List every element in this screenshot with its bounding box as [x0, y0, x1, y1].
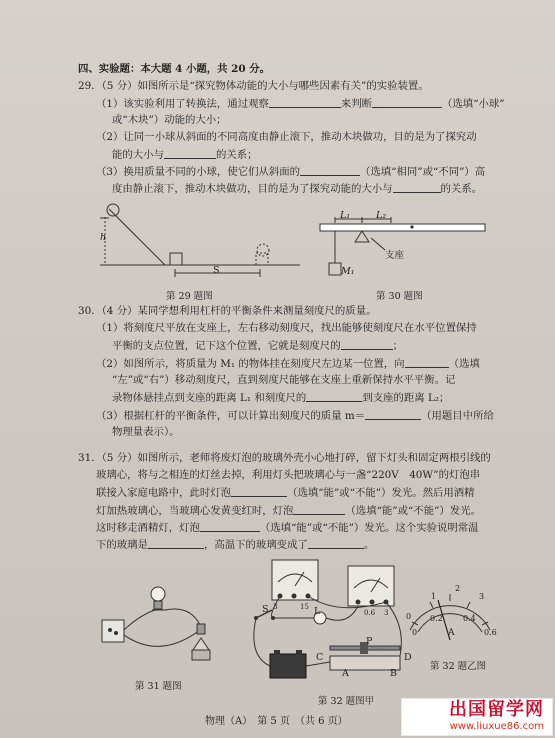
ammeter1-tick-15: 15 [300, 603, 309, 611]
answer-blank[interactable] [365, 408, 421, 420]
answer-blank[interactable] [372, 96, 442, 108]
watermark-url[interactable]: www.liuxue86.com [449, 721, 544, 732]
fig31-caption: 第 31 题图 [135, 681, 182, 692]
q29-line1: （1）该实验利用了转换法，通过观察 来判断 （选填“小球” [96, 98, 505, 110]
answer-blank[interactable] [341, 338, 393, 350]
answer-blank[interactable] [293, 503, 345, 515]
q30-line3b: 物理量表示）。 [112, 426, 180, 438]
answer-blank[interactable] [164, 147, 216, 159]
fig29-s-label: S [213, 265, 220, 276]
figure-32a-circuit [248, 556, 408, 691]
meter-unit: A [448, 628, 455, 638]
q30-line2c: 录物体悬挂点到支座的距离 L₁ 和刻度尺的 到支座的距离 L₂； [112, 392, 450, 404]
label-c: C [316, 652, 324, 663]
ammeter1-tick-3: 3 [273, 603, 278, 611]
q29-line2: （2）让同一小球从斜面的不同高度由静止滚下，推动木块做功，目的是为了探究动 [96, 131, 477, 143]
label-l: L [314, 606, 321, 617]
fig30-caption: 第 30 题图 [376, 291, 423, 302]
q31-line1: 31．（5 分）如图所示，老师将废灯泡的玻璃外壳小心地打碎，留下灯头和固定两根引线的 [78, 452, 491, 464]
answer-blank[interactable] [269, 96, 341, 108]
watermark-box [401, 698, 553, 736]
meter-tick-bottom-04: 0.4 [463, 614, 476, 623]
q31-line3: 联接入家庭电路中，此时灯泡 （选填“能”或“不能”）发光。然后用酒精 [96, 487, 475, 499]
figure-29-ramp [95, 203, 305, 283]
q30-line1: （1）将刻度尺平放在支座上，左右移动刻度尺，找出能够使刻度尺在水平位置保持 [96, 322, 477, 334]
fig32b-caption: 第 32 题乙图 [430, 661, 487, 672]
q29-line3b: 度由静止滚下，推动木块做功，目的是为了探究动能的大小与 的关系。 [112, 183, 483, 195]
page-footer: 物理（A） 第 5 页 （共 6 页） [205, 716, 348, 727]
answer-blank[interactable] [300, 164, 360, 176]
q31-line4: 灯加热玻璃心，当玻璃心发黄变红时，灯泡 （选填“能”或“不能”）发光。 [96, 505, 481, 517]
q30-line3: （3）根据杠杆的平衡条件，可以计算出刻度尺的质量 m＝ （用题目中所给 [96, 410, 494, 422]
q29-line2b: 能的大小与 的关系； [112, 149, 258, 161]
answer-blank[interactable] [200, 520, 260, 532]
ammeter2-tick-3: 3 [384, 609, 389, 617]
fig29-h-label: h [100, 232, 107, 243]
q29-line1b: 或“木块”）动能的大小； [112, 114, 227, 126]
fig30-l2: L₂ [376, 210, 387, 221]
meter-tick-top-1: 1 [431, 592, 437, 601]
figure-31-circuit [100, 580, 240, 675]
meter-tick-bottom-06: 0.6 [484, 628, 497, 637]
meter-tick-bottom-02: 0.2 [430, 614, 443, 623]
fig30-l1: L₁ [340, 210, 351, 221]
q30-line2: （2）如图所示，将质量为 M₁ 的物体挂在刻度尺左边某一位置，向 （选填 [96, 358, 480, 370]
q31-line6: 下的玻璃是 ，高温下的玻璃变成了 。 [96, 539, 375, 551]
answer-blank[interactable] [405, 356, 449, 368]
meter-zero: 0 [406, 612, 412, 621]
meter-tick-bottom-0: 0 [412, 628, 418, 637]
label-p: P [366, 636, 373, 647]
meter-tick-top-2: 2 [455, 584, 461, 593]
answer-blank[interactable] [306, 390, 362, 402]
ammeter2-tick-0-6: 0.6 [364, 609, 376, 617]
q30-stem: 30．（4 分）某同学想利用杠杆的平衡条件来测量刻度尺的质量。 [78, 305, 377, 317]
fig32a-caption: 第 32 题图甲 [318, 696, 375, 707]
fig29-caption: 第 29 题图 [166, 291, 213, 302]
q31-line5: 这时移走酒精灯，灯泡 （选填“能”或“不能”）发光。这个实验说明常温 [96, 522, 479, 534]
q31-line2: 玻璃心，将与之相连的灯丝去掉，利用灯头把玻璃心与一盏“220V 40W”的灯泡串 [96, 469, 481, 481]
q30-line1b: 平衡的支点位置，记下这个位置，它就是刻度尺的 ； [112, 340, 403, 352]
answer-blank[interactable] [231, 485, 287, 497]
q30-line2b: “左”或“右”）移动刻度尺，直到刻度尺能够在支座上重新保持水平平衡。记 [112, 374, 456, 386]
label-b: B [390, 668, 397, 679]
q29-stem: 29．（5 分）如图所示是“探究物体动能的大小与哪些因素有关”的实验装置。 [78, 80, 429, 92]
watermark-logo: 出国留学网 [449, 699, 544, 720]
answer-blank[interactable] [308, 537, 364, 549]
label-s: S [262, 604, 269, 615]
fig30-m1: M₁ [341, 266, 355, 277]
answer-blank[interactable] [148, 537, 204, 549]
section-title: 四、实验题：本大题 4 小题，共 20 分。 [78, 63, 271, 75]
meter-tick-top-3: 3 [479, 592, 485, 601]
label-a: A [342, 668, 349, 679]
label-d: D [404, 652, 412, 663]
q29-line3: （3）换用质量不同的小球，使它们从斜面的 （选填“相同”或“不同”）高 [96, 166, 486, 178]
answer-blank[interactable] [393, 181, 441, 193]
fig30-support: 支座 [385, 250, 405, 261]
